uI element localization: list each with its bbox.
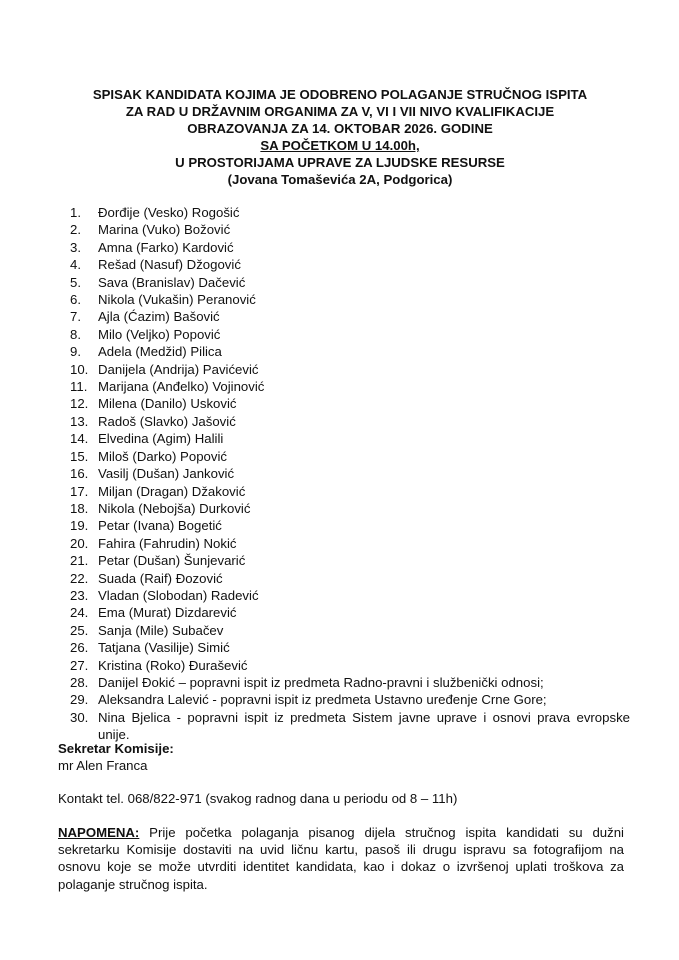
candidate-item: [70, 604, 630, 621]
candidate-item: [70, 395, 630, 412]
secretary-label: Sekretar Komisije:: [58, 741, 174, 756]
candidate-number: 19.: [70, 518, 89, 534]
header-line-1: SPISAK KANDIDATA KOJIMA JE ODOBRENO POLAGANJE STRUČNOG ISPITA: [92, 87, 588, 102]
candidate-name: Milo (Veljko) Popović: [98, 326, 221, 342]
candidate-name: Sanja (Mile) Subačev: [98, 622, 224, 638]
candidate-name: Adela (Medžid) Pilica: [98, 344, 222, 360]
candidate-number: 14.: [70, 431, 89, 447]
candidate-item: [70, 308, 630, 325]
candidate-name: Tatjana (Vasilije) Simić: [98, 640, 230, 656]
candidate-name: Milena (Danilo) Usković: [98, 396, 237, 412]
candidate-number: 10.: [70, 361, 89, 377]
document-header: [40, 86, 640, 188]
candidate-name: Đorđije (Vesko) Rogošić: [98, 205, 240, 220]
candidate-item: [70, 552, 630, 569]
candidate-name: Miljan (Dragan) Džaković: [98, 483, 246, 499]
candidate-number: 25.: [70, 622, 89, 638]
candidate-number: 5.: [70, 274, 81, 290]
candidate-number: 22.: [70, 570, 89, 586]
header-line-3: OBRAZOVANJA ZA 14. OKTOBAR 2026. GODINE: [187, 121, 493, 136]
candidate-item: [70, 517, 630, 534]
candidate-item: [70, 500, 630, 517]
candidate-name: Radoš (Slavko) Jašović: [98, 413, 236, 429]
candidate-name: Ajla (Ćazim) Bašović: [98, 309, 220, 325]
candidate-number: 16.: [70, 466, 89, 482]
candidate-number: 23.: [70, 587, 89, 603]
candidate-number: 9.: [70, 344, 81, 360]
candidate-item: [70, 204, 630, 221]
candidate-item: [70, 465, 630, 482]
candidate-number: 7.: [70, 309, 81, 325]
candidate-item: [70, 256, 630, 273]
header-line-2: ZA RAD U DRŽAVNIM ORGANIMA ZA V, VI I VII NIVO KVALIFIKACIJE: [125, 104, 555, 119]
candidate-number: 1.: [70, 205, 81, 220]
candidate-name: Elvedina (Agim) Halili: [98, 431, 224, 447]
candidate-number: 20.: [70, 535, 89, 551]
candidate-item: [70, 361, 630, 378]
candidate-name: Ema (Murat) Dizdarević: [98, 605, 237, 621]
candidate-item: [70, 291, 630, 308]
candidate-item: [70, 274, 630, 291]
candidate-name: Nina Bjelica - popravni ispit iz predmeta Sistem javne uprave i osnovi prava evropske unije.: [98, 709, 630, 743]
candidate-name: Nikola (Nebojša) Durković: [98, 500, 251, 516]
candidate-number: 17.: [70, 483, 89, 499]
candidate-name: Vasilj (Dušan) Janković: [98, 466, 235, 482]
candidate-number: 24.: [70, 605, 89, 621]
candidate-item: [70, 430, 630, 447]
candidate-item: [70, 378, 630, 395]
candidate-number: 30.: [70, 709, 89, 725]
candidate-name: Vladan (Slobodan) Radević: [98, 587, 259, 603]
candidate-name: Petar (Ivana) Bogetić: [98, 518, 222, 534]
candidate-name: Marijana (Anđelko) Vojinović: [98, 379, 265, 395]
header-address: (Jovana Tomaševića 2A, Podgorica): [227, 172, 453, 187]
candidate-item: [70, 639, 630, 656]
candidate-item: [70, 657, 630, 674]
candidate-item: [70, 483, 630, 500]
contact-info: Kontakt tel. 068/822-971 (svakog radnog dana u periodu od 8 – 11h): [58, 791, 458, 806]
note-label: NAPOMENA:: [58, 825, 140, 840]
candidate-name: Fahira (Fahrudin) Nokić: [98, 535, 237, 551]
candidate-number: 11.: [70, 379, 88, 395]
candidate-item: [70, 587, 630, 604]
candidate-name: Petar (Dušan) Šunjevarić: [98, 553, 246, 569]
candidate-item: [70, 622, 630, 639]
header-start-time: SA POČETKOM U 14.00h,: [260, 138, 420, 153]
candidate-name: Aleksandra Lalević - popravni ispit iz predmeta Ustavno uređenje Crne Gore;: [98, 692, 547, 708]
candidate-name: Marina (Vuko) Božović: [98, 222, 231, 238]
header-location: U PROSTORIJAMA UPRAVE ZA LJUDSKE RESURSE: [175, 155, 505, 170]
candidate-name: Suada (Raif) Đozović: [98, 570, 223, 586]
candidate-item: [70, 343, 630, 360]
candidate-name: Miloš (Darko) Popović: [98, 448, 227, 464]
candidate-item: [70, 448, 630, 465]
candidate-name: Sava (Branislav) Dačević: [98, 274, 246, 290]
candidate-number: 27.: [70, 657, 89, 673]
candidate-item: [70, 674, 630, 691]
candidate-number: 18.: [70, 500, 89, 516]
candidate-name: Nikola (Vukašin) Peranović: [98, 292, 256, 308]
candidate-name: Danijela (Andrija) Pavićević: [98, 361, 259, 377]
candidate-number: 3.: [70, 239, 81, 255]
candidate-number: 6.: [70, 292, 81, 308]
candidate-item: [70, 570, 630, 587]
note-text: Prije početka polaganja pisanog dijela stručnog ispita kandidati su dužni sekretarku Komisije dostaviti na uvid ličnu kartu, pasoš ili drugu ispravu sa fotografijom na osnovu koje se može utvrditi identitet kandidata, kao i dokaz o izvršenoj uplati troškova za polaganje stručnog ispita.: [58, 825, 624, 892]
note-paragraph: [58, 824, 624, 893]
candidate-item: [70, 239, 630, 256]
candidate-number: 12.: [70, 396, 89, 412]
candidate-number: 15.: [70, 448, 89, 464]
candidate-number: 28.: [70, 674, 89, 690]
candidate-item: [70, 709, 630, 744]
candidate-number: 29.: [70, 692, 89, 708]
candidate-number: 4.: [70, 257, 81, 273]
candidate-number: 21.: [70, 553, 89, 569]
candidate-name: Kristina (Roko) Đurašević: [98, 657, 248, 673]
candidate-item: [70, 326, 630, 343]
candidate-list: [70, 204, 630, 744]
candidate-name: Amna (Farko) Kardović: [98, 239, 234, 255]
candidate-number: 2.: [70, 222, 81, 238]
candidate-number: 8.: [70, 326, 81, 342]
candidate-item: [70, 691, 630, 708]
candidate-number: 13.: [70, 413, 89, 429]
secretary-name: mr Alen Franca: [58, 758, 148, 773]
candidate-item: [70, 413, 630, 430]
candidate-item: [70, 221, 630, 238]
candidate-name: Danijel Đokić – popravni ispit iz predmeta Radno-pravni i službenički odnosi;: [98, 674, 544, 690]
candidate-item: [70, 535, 630, 552]
candidate-name: Rešad (Nasuf) Džogović: [98, 257, 241, 273]
candidate-number: 26.: [70, 640, 89, 656]
